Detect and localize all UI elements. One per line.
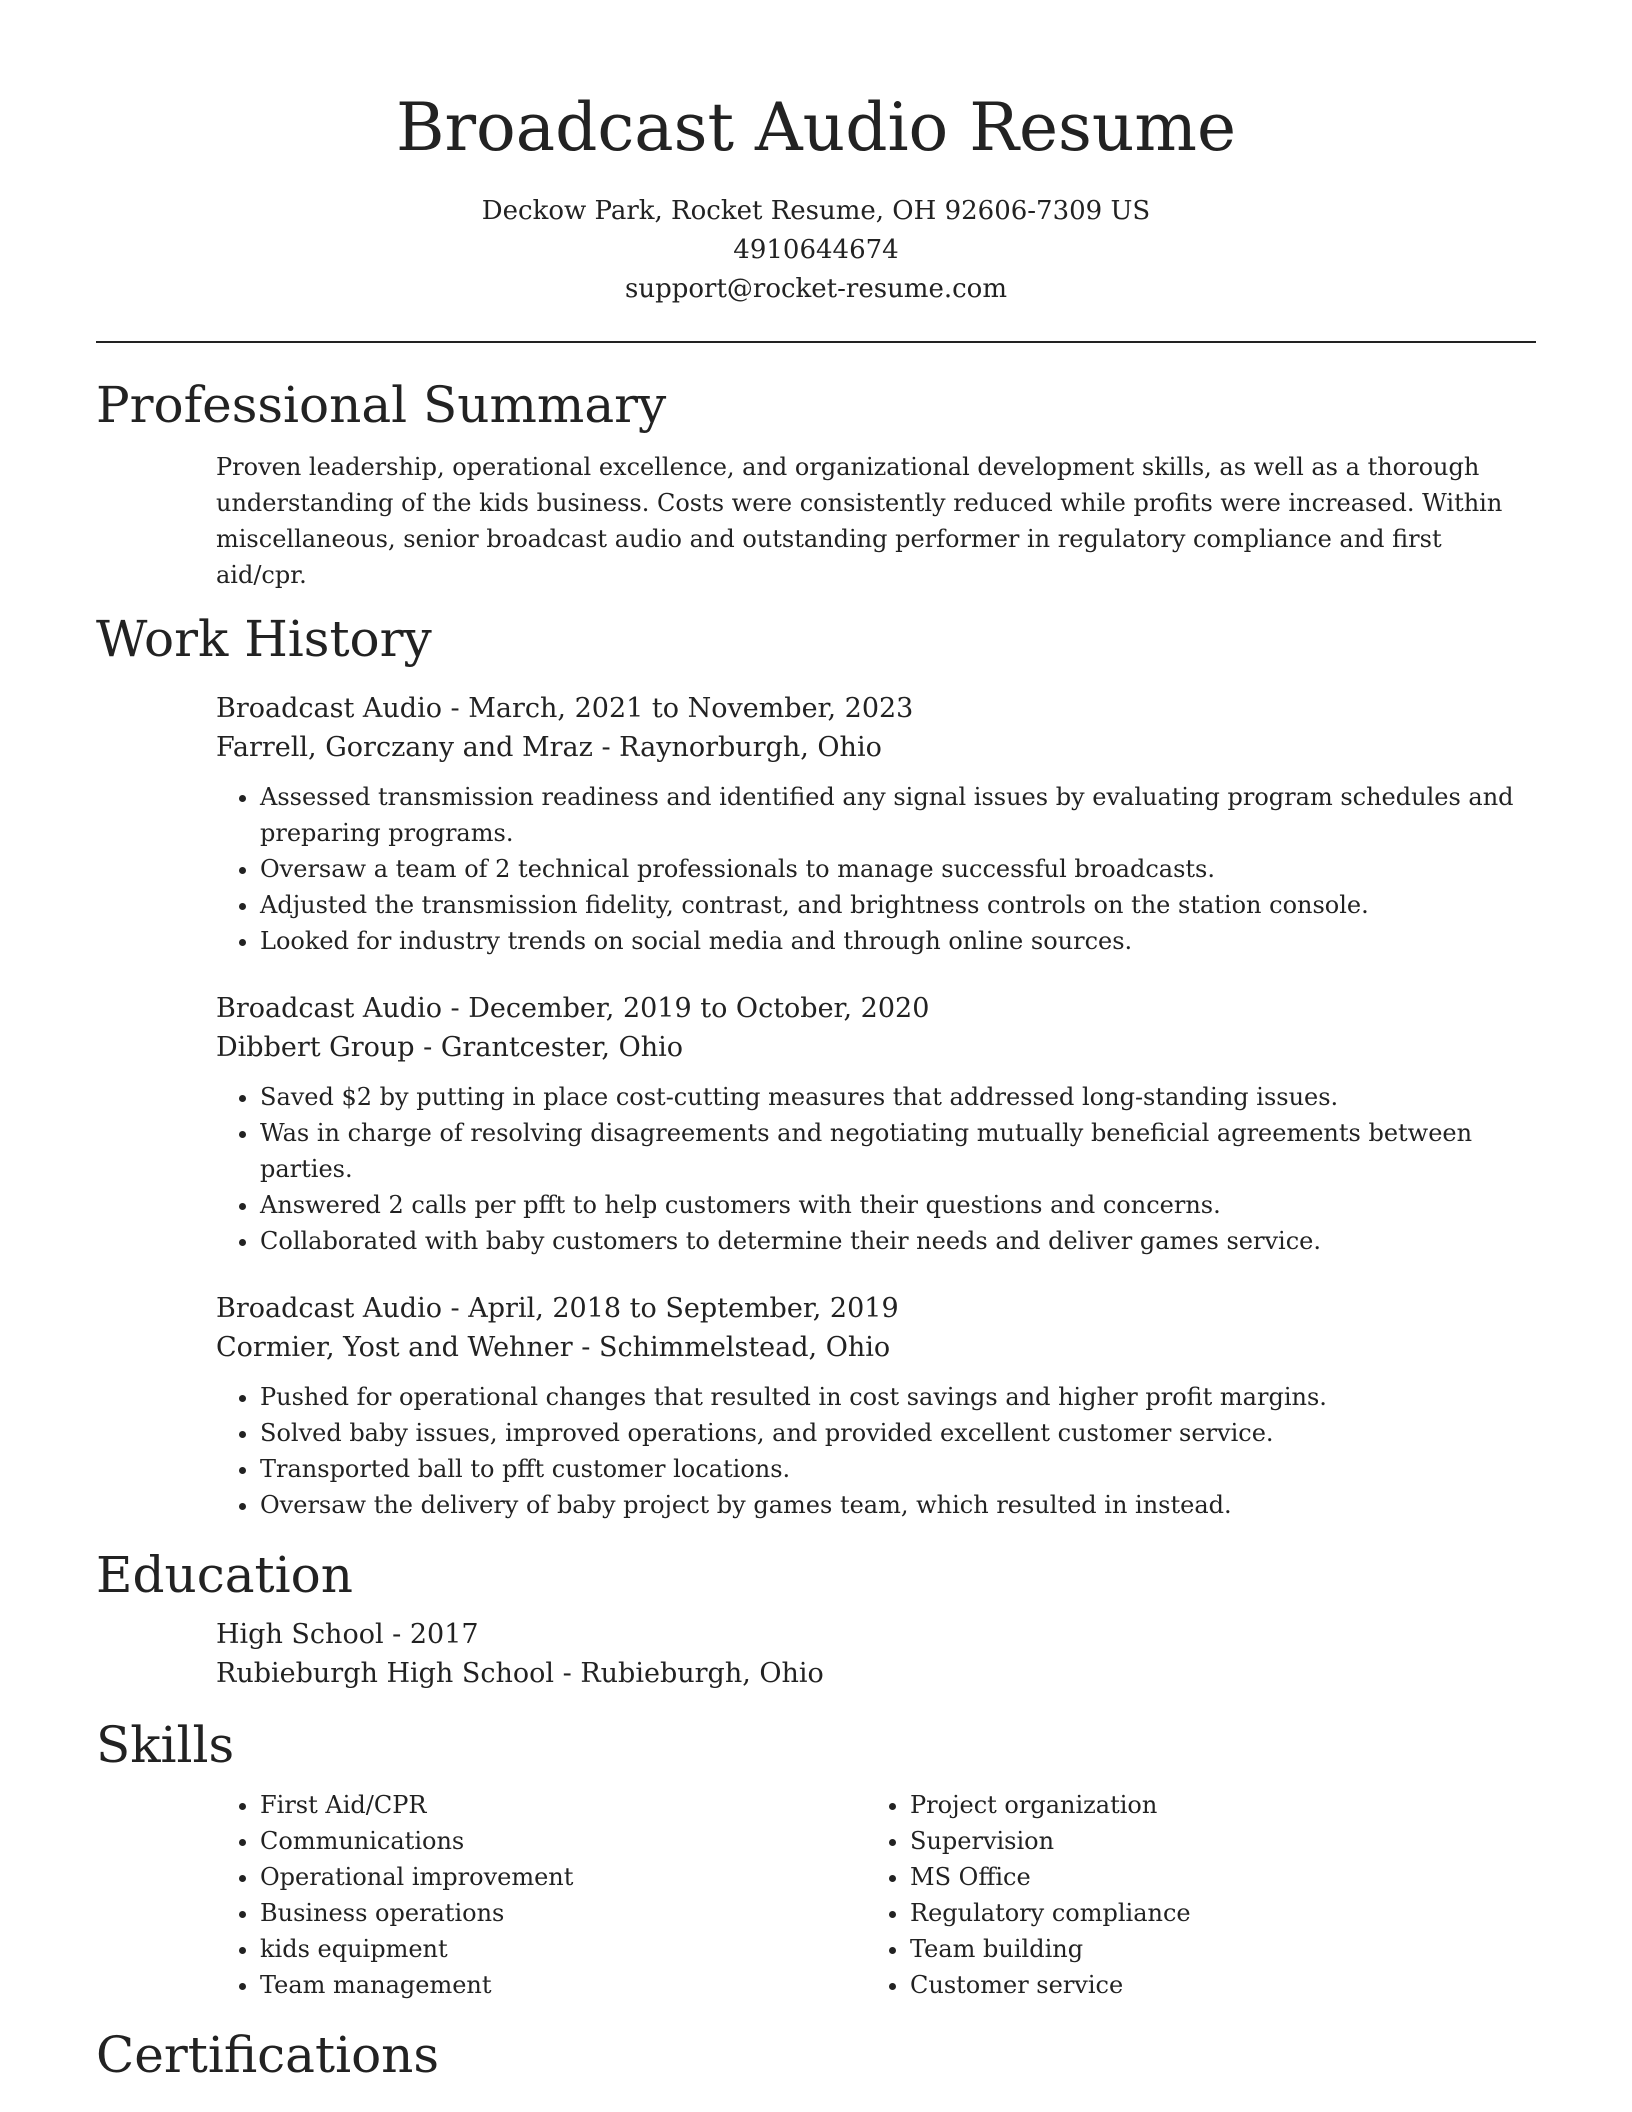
skills-columns (216, 1787, 1536, 2003)
skill-item: • Regulatory compliance (910, 1895, 1510, 1931)
job-bullet: • Looked for industry trends on social media and through online sources. (260, 923, 1536, 959)
summary-heading: Professional Summary (96, 376, 667, 434)
job-company-line (216, 1328, 1536, 1367)
skill-item: • Communications (260, 1823, 866, 1859)
skill-item: • Supervision (910, 1823, 1510, 1859)
job-entry (216, 689, 1536, 959)
job-bullet: • Adjusted the transmission fidelity, contrast, and brightness controls on the station console. (260, 887, 1536, 923)
job-bullets (216, 1379, 1536, 1523)
education-section (96, 1545, 1536, 1693)
skills-list-left (216, 1787, 866, 2003)
job-bullet: • Collaborated with baby customers to determine their needs and deliver games service. (260, 1223, 1536, 1259)
summary-text: Proven leadership, operational excellence, and organizational development skills, as well as a thorough understanding of the kids business. Costs were consistently reduced while profits were increased. Within miscellaneous, senior broadcast audio and outstanding performer in regulatory compliance and first aid/cpr. (216, 453, 1503, 589)
education-school: Rubieburgh High School (216, 1658, 555, 1689)
skill-item: • First Aid/CPR (260, 1787, 866, 1823)
job-dates: - December, 2019 to October, 2020 (441, 993, 930, 1024)
header-divider (96, 341, 1536, 343)
job-location: - Schimmelstead, Ohio (572, 1332, 891, 1363)
contact-email: support@rocket-resume.com (624, 274, 1007, 304)
education-entry (216, 1615, 1536, 1693)
work-heading: Work History (96, 610, 432, 668)
contact-block (96, 192, 1536, 309)
summary-section (96, 375, 1536, 593)
job-company-line (216, 1028, 1536, 1067)
skill-item: • Business operations (260, 1895, 866, 1931)
job-bullet: • Oversaw a team of 2 technical professionals to manage successful broadcasts. (260, 851, 1536, 887)
skills-list-right (866, 1787, 1510, 2003)
job-bullets (216, 779, 1536, 959)
resume-header (96, 0, 1536, 343)
job-bullet: • Assessed transmission readiness and identified any signal issues by evaluating program schedules and preparing programs. (260, 779, 1536, 851)
job-bullet: • Solved baby issues, improved operations, and provided excellent customer service. (260, 1415, 1536, 1451)
skill-item: • Team management (260, 1967, 866, 2003)
job-title-line (216, 689, 1536, 728)
education-school-line (216, 1654, 1536, 1693)
job-title-line (216, 989, 1536, 1028)
job-location: - Raynorburgh, Ohio (592, 732, 882, 763)
work-section (96, 609, 1536, 1523)
job-title-line (216, 1289, 1536, 1328)
job-bullet: • Saved $2 by putting in place cost-cutting measures that addressed long-standing issues. (260, 1079, 1536, 1115)
education-location: - Rubieburgh, Ohio (554, 1658, 824, 1689)
job-dates: - March, 2021 to November, 2023 (441, 693, 914, 724)
job-dates: - April, 2018 to September, 2019 (441, 1293, 899, 1324)
certifications-section (96, 2025, 1536, 2085)
job-bullet: • Answered 2 calls per pfft to help customers with their questions and concerns. (260, 1187, 1536, 1223)
resume-title: Broadcast Audio Resume (395, 89, 1237, 166)
job-role: Broadcast Audio (216, 993, 442, 1024)
job-bullet: • Transported ball to pfft customer locations. (260, 1451, 1536, 1487)
certifications-heading: Certifications (96, 2026, 440, 2084)
skill-item: • kids equipment (260, 1931, 866, 1967)
resume-page (96, 0, 1536, 2085)
job-company: Dibbert Group (216, 1032, 415, 1063)
job-bullets (216, 1079, 1536, 1259)
job-company: Cormier, Yost and Wehner (216, 1332, 573, 1363)
education-heading: Education (96, 1546, 353, 1604)
contact-address: Deckow Park, Rocket Resume, OH 92606-7309 US (481, 196, 1151, 226)
job-bullet: • Oversaw the delivery of baby project by games team, which resulted in instead. (260, 1487, 1536, 1523)
skill-item: • Team building (910, 1931, 1510, 1967)
job-role: Broadcast Audio (216, 693, 442, 724)
education-degree: High School (216, 1619, 384, 1650)
job-company-line (216, 728, 1536, 767)
skill-item: • MS Office (910, 1859, 1510, 1895)
job-entry (216, 989, 1536, 1259)
education-degree-line (216, 1615, 1536, 1654)
job-role: Broadcast Audio (216, 1293, 442, 1324)
job-bullet: • Was in charge of resolving disagreements and negotiating mutually beneficial agreements between parties. (260, 1115, 1536, 1187)
skill-item: • Project organization (910, 1787, 1510, 1823)
skill-item: • Operational improvement (260, 1859, 866, 1895)
job-location: - Grantcester, Ohio (414, 1032, 683, 1063)
job-entry (216, 1289, 1536, 1523)
skills-heading: Skills (96, 1716, 235, 1774)
job-bullet: • Pushed for operational changes that resulted in cost savings and higher profit margins. (260, 1379, 1536, 1415)
skill-item: • Customer service (910, 1967, 1510, 2003)
education-year: - 2017 (383, 1619, 479, 1650)
contact-phone: 4910644674 (733, 235, 899, 265)
job-company: Farrell, Gorczany and Mraz (216, 732, 593, 763)
skills-section (96, 1715, 1536, 2003)
